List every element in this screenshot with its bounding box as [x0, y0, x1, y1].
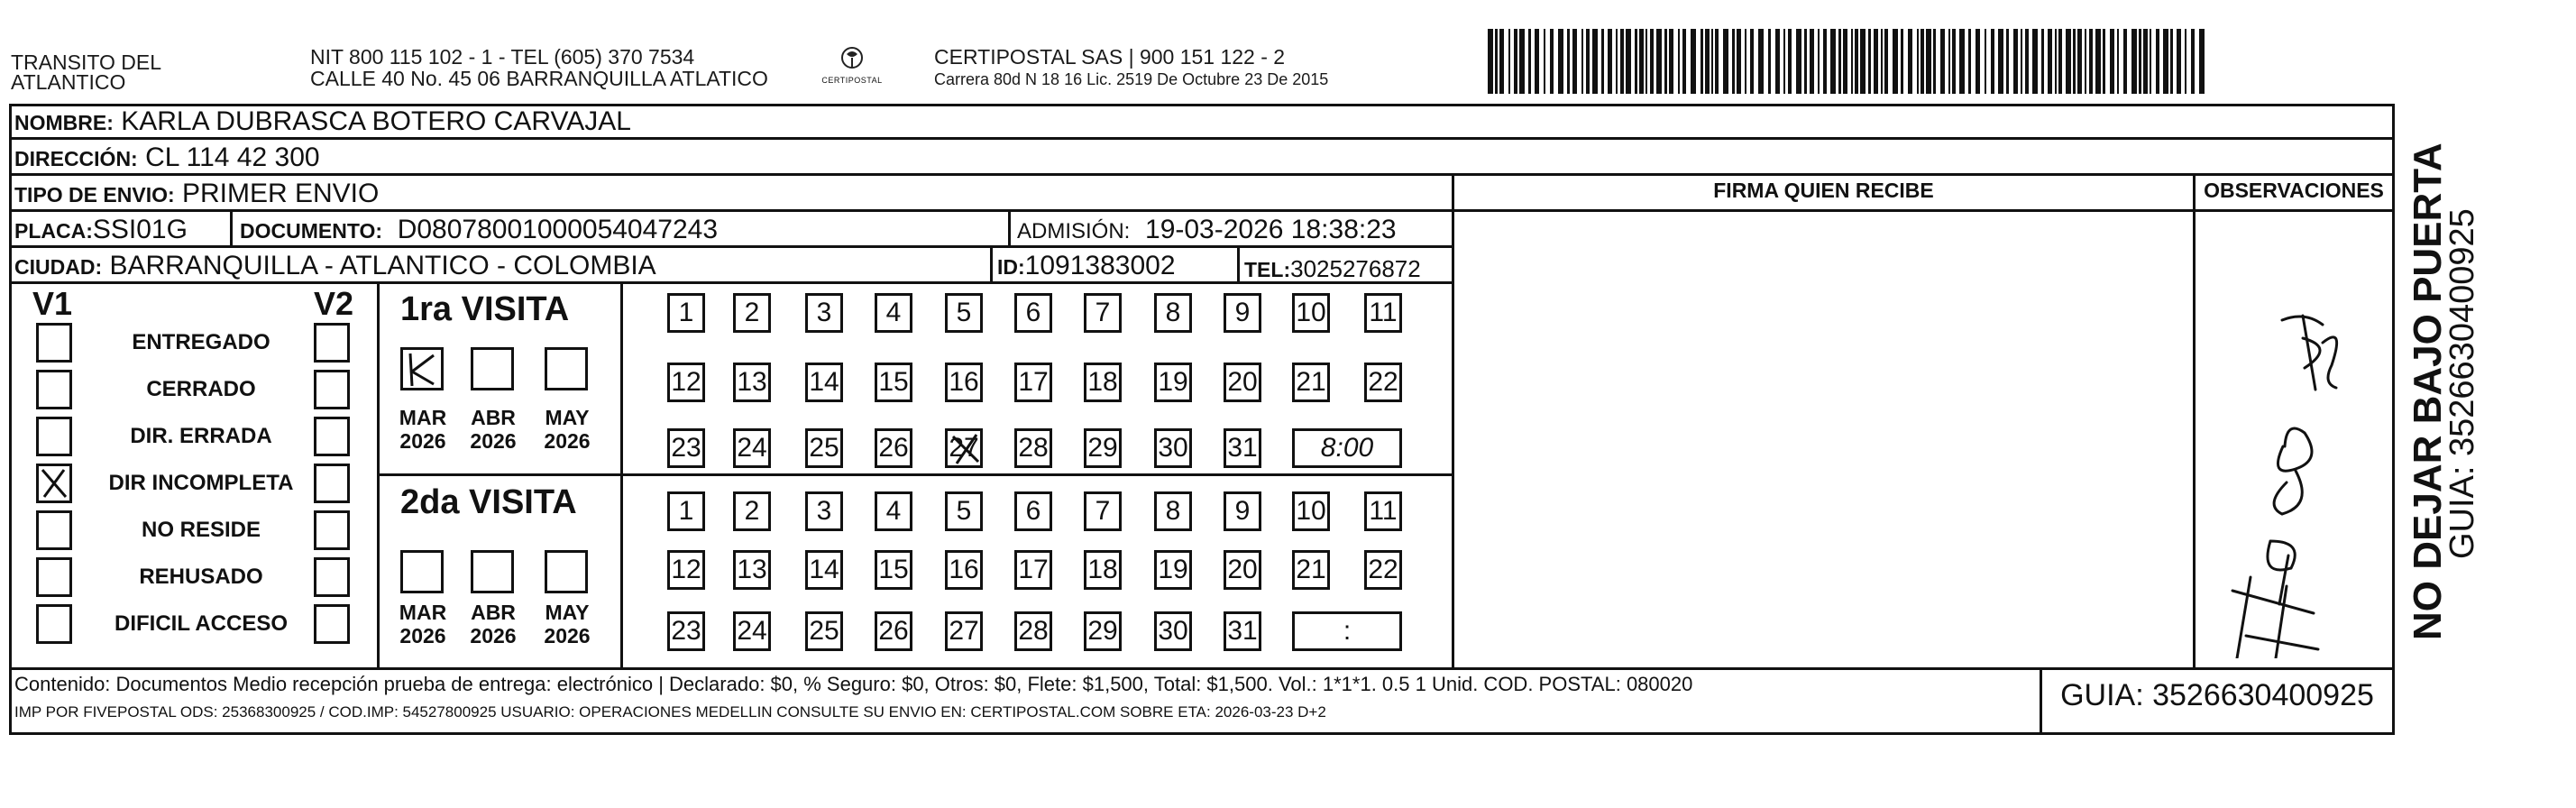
day-box[interactable]: 6 — [1014, 491, 1052, 531]
day-box[interactable]: 21 — [1292, 550, 1330, 590]
v1-checkbox[interactable] — [36, 604, 72, 644]
barcode-bar — [1639, 29, 1644, 94]
barcode-bar — [1732, 29, 1735, 94]
barcode-bar — [1635, 29, 1637, 94]
observaciones-handwriting — [2196, 271, 2391, 658]
barcode-bar — [1901, 29, 1903, 94]
day-box[interactable]: 30 — [1154, 611, 1192, 651]
barcode-bar — [1851, 29, 1853, 94]
ciudad-value: BARRANQUILLA - ATLANTICO - COLOMBIA — [109, 251, 656, 280]
day-box[interactable]: 19 — [1154, 363, 1192, 402]
day-box[interactable]: 23 — [667, 611, 705, 651]
barcode-bar — [1669, 29, 1673, 94]
barcode-bar — [2073, 29, 2076, 94]
barcode-bar — [2048, 29, 2052, 94]
v1-checkbox[interactable] — [36, 557, 72, 597]
barcode-bar — [2006, 29, 2009, 94]
barcode-bar — [1592, 29, 1598, 94]
month-checkbox-abr[interactable] — [471, 550, 514, 593]
v1-checkbox[interactable] — [36, 464, 72, 503]
day-box[interactable]: 14 — [805, 363, 843, 402]
nombre-row — [14, 106, 631, 138]
time-box-handwritten[interactable]: 8:00 — [1292, 428, 1402, 468]
v2-checkbox[interactable] — [314, 370, 350, 409]
barcode-bar — [1701, 29, 1703, 94]
status-label: DIR INCOMPLETA — [108, 471, 294, 495]
barcode-bar — [1823, 29, 1827, 94]
barcode-bar — [1488, 29, 1493, 94]
day-box[interactable]: 12 — [667, 363, 705, 402]
direccion-value: CL 114 42 300 — [145, 142, 320, 172]
day-box[interactable]: 2 — [733, 293, 771, 333]
id-label: ID: — [997, 255, 1025, 279]
side-guia: GUIA: 3526630400925 — [2443, 208, 2481, 559]
check-x-icon — [948, 431, 984, 467]
day-box[interactable]: 3 — [805, 293, 843, 333]
barcode-bar — [2058, 29, 2062, 94]
day-box[interactable]: 1 — [667, 491, 705, 531]
day-box[interactable]: 7 — [1084, 293, 1122, 333]
status-label: DIFICIL ACCESO — [114, 611, 288, 636]
day-box[interactable]: 21 — [1292, 363, 1330, 402]
barcode-bar — [1646, 29, 1647, 94]
barcode-bar — [2103, 29, 2105, 94]
placa-value: SSI01G — [92, 215, 188, 244]
day-box[interactable]: 28 — [1014, 428, 1052, 468]
day-box[interactable]: 2 — [733, 491, 771, 531]
barcode-bar — [2163, 29, 2168, 94]
barcode-bar — [2199, 29, 2205, 94]
cell-divider — [1237, 245, 1240, 281]
admision-cell — [1017, 215, 1397, 247]
day-box[interactable]: 17 — [1014, 550, 1052, 590]
tel-cell — [1244, 253, 1421, 285]
check-k-icon — [403, 350, 443, 390]
barcode-bar — [2021, 29, 2022, 94]
v1-checkbox[interactable] — [36, 510, 72, 550]
v2-header: V2 — [314, 285, 354, 322]
day-box[interactable]: 11 — [1364, 293, 1402, 333]
barcode-bar — [1893, 29, 1898, 94]
footer-guia: GUIA: 3526630400925 — [2060, 678, 2374, 712]
time-box[interactable]: : — [1292, 611, 1402, 651]
barcode-bar — [1952, 29, 1956, 94]
barcode-bar — [1750, 29, 1754, 94]
documento-label: DOCUMENTO: — [240, 219, 383, 243]
v2-checkbox[interactable] — [314, 323, 350, 363]
day-box[interactable]: 15 — [875, 550, 912, 590]
day-box[interactable]: 29 — [1084, 611, 1122, 651]
barcode-bar — [1838, 29, 1841, 94]
entity-name-line2: ATLANTICO — [11, 70, 126, 94]
day-box[interactable]: 4 — [875, 491, 912, 531]
day-box[interactable]: 16 — [945, 363, 983, 402]
v2-checkbox[interactable] — [314, 464, 350, 503]
nombre-label: NOMBRE: — [14, 111, 114, 134]
barcode-bar — [2170, 29, 2173, 94]
day-box[interactable]: 26 — [875, 611, 912, 651]
barcode-bar — [1998, 29, 2003, 94]
day-box[interactable]: 12 — [667, 550, 705, 590]
id-cell — [997, 251, 1176, 282]
month-checkbox-may[interactable] — [545, 347, 588, 390]
barcode-bar — [2110, 29, 2114, 94]
barcode-bar — [1948, 29, 1950, 94]
month-checkbox-mar[interactable] — [400, 347, 444, 390]
barcode-bar — [2095, 29, 2101, 94]
barcode-bar — [1810, 29, 1814, 94]
barcode-bar — [1608, 29, 1612, 94]
month-label: MAR 2026 — [399, 601, 447, 647]
day-box[interactable]: 11 — [1364, 491, 1402, 531]
barcode-bar — [1656, 29, 1662, 94]
day-box[interactable]: 6 — [1014, 293, 1052, 333]
day-box[interactable]: 25 — [805, 611, 843, 651]
month-checkbox-mar[interactable] — [400, 550, 444, 593]
observaciones-header: OBSERVACIONES — [2204, 179, 2384, 202]
tel-label: TEL: — [1244, 258, 1291, 281]
entity-address: CALLE 40 No. 45 06 BARRANQUILLA ATLATICO — [310, 67, 768, 90]
barcode-bar — [1768, 29, 1771, 94]
barcode-bar — [1519, 29, 1525, 94]
nombre-value: KARLA DUBRASCA BOTERO CARVAJAL — [121, 106, 631, 136]
month-checkbox-abr[interactable] — [471, 347, 514, 390]
day-box[interactable]: 29 — [1084, 428, 1122, 468]
barcode-bar — [1788, 29, 1792, 94]
v2-checkbox[interactable] — [314, 557, 350, 597]
tipo-envio-label: TIPO DE ENVIO: — [14, 183, 175, 207]
barcode — [1488, 29, 2220, 94]
tipo-envio-row — [14, 179, 379, 210]
barcode-bar — [1968, 29, 1971, 94]
check-x-icon — [39, 466, 69, 500]
ciudad-label: CIUDAD: — [14, 255, 103, 279]
day-box[interactable]: 18 — [1084, 550, 1122, 590]
barcode-bar — [1921, 29, 1924, 94]
barcode-bar — [1650, 29, 1654, 94]
barcode-bar — [1586, 29, 1590, 94]
barcode-bar — [2085, 29, 2086, 94]
barcode-bar — [1855, 29, 1858, 94]
footer-contenido: Contenido: Documentos Medio recepción prueba de entrega: electrónico | Declarado: $0, % Seguro: $0, Otros: $0, Flete: $1,500, Total: $1,500. Vol.: 1*1*1. 0.5 1 Unid. COD. POSTAL: 080020 — [14, 673, 1693, 695]
barcode-bar — [1737, 29, 1741, 94]
day-box[interactable]: 3 — [805, 491, 843, 531]
barcode-bar — [2089, 29, 2093, 94]
day-box[interactable]: 22 — [1364, 363, 1402, 402]
barcode-bar — [1758, 29, 1764, 94]
placa-label: PLACA: — [14, 219, 93, 243]
day-box[interactable]: 4 — [875, 293, 912, 333]
barcode-bar — [2123, 29, 2127, 94]
day-box[interactable]: 16 — [945, 550, 983, 590]
barcode-bar — [1581, 29, 1583, 94]
day-box[interactable]: 13 — [733, 363, 771, 402]
direccion-label: DIRECCIÓN: — [14, 147, 138, 170]
cell-divider — [1008, 209, 1011, 245]
admision-value: 19-03-2026 18:38:23 — [1145, 215, 1397, 244]
barcode-bar — [2077, 29, 2082, 94]
status-label: NO RESIDE — [141, 518, 261, 542]
row-divider — [1452, 209, 2395, 212]
placa-cell — [14, 215, 188, 246]
barcode-bar — [1550, 29, 1554, 94]
status-label: ENTREGADO — [132, 330, 270, 354]
day-box[interactable]: 8 — [1154, 491, 1192, 531]
barcode-bar — [1558, 29, 1563, 94]
barcode-bar — [1843, 29, 1847, 94]
day-box[interactable]: 31 — [1224, 428, 1261, 468]
status-label: DIR. ERRADA — [130, 424, 272, 448]
direccion-row — [14, 142, 320, 174]
day-box[interactable]: 7 — [1084, 491, 1122, 531]
day-box[interactable]: 15 — [875, 363, 912, 402]
cell-divider — [230, 209, 233, 245]
barcode-bar — [1933, 29, 1936, 94]
certipostal-logo — [816, 41, 888, 92]
cell-divider — [990, 245, 993, 281]
tipo-envio-value: PRIMER ENVIO — [181, 179, 380, 208]
barcode-bar — [2156, 29, 2159, 94]
barcode-bar — [2131, 29, 2137, 94]
barcode-bar — [1804, 29, 1807, 94]
barcode-bar — [1830, 29, 1836, 94]
ciudad-cell — [14, 251, 656, 282]
barcode-bar — [1818, 29, 1820, 94]
barcode-bar — [1544, 29, 1545, 94]
day-box[interactable]: 10 — [1292, 293, 1330, 333]
barcode-bar — [1711, 29, 1713, 94]
tel-value: 3025276872 — [1290, 255, 1421, 282]
day-box[interactable]: 26 — [875, 428, 912, 468]
barcode-bar — [2185, 29, 2186, 94]
id-value: 1091383002 — [1024, 251, 1176, 280]
barcode-bar — [2025, 29, 2029, 94]
month-label: MAY 2026 — [544, 406, 591, 453]
barcode-bar — [2177, 29, 2181, 94]
day-box[interactable]: 20 — [1224, 550, 1261, 590]
documento-value: D08078001000054047243 — [397, 215, 719, 244]
nit-phone: NIT 800 115 102 - 1 - TEL (605) 370 7534 — [310, 45, 695, 69]
second-visit-title: 2da VISITA — [400, 483, 577, 521]
barcode-bar — [1499, 29, 1504, 94]
entity-name-line1: TRANSITO DEL — [11, 50, 161, 74]
logo-caption: CERTIPOSTAL — [821, 76, 883, 85]
barcode-bar — [1884, 29, 1888, 94]
day-box[interactable]: 22 — [1364, 550, 1402, 590]
barcode-bar — [1917, 29, 1919, 94]
day-box[interactable]: 27 — [945, 428, 983, 468]
barcode-bar — [1796, 29, 1801, 94]
barcode-bar — [1682, 29, 1686, 94]
barcode-bar — [1976, 29, 1980, 94]
month-checkbox-may[interactable] — [545, 550, 588, 593]
month-label: ABR 2026 — [470, 406, 517, 453]
month-label: MAY 2026 — [544, 601, 591, 647]
barcode-bar — [1783, 29, 1785, 94]
barcode-bar — [1691, 29, 1696, 94]
month-label: ABR 2026 — [470, 601, 517, 647]
barcode-bar — [2191, 29, 2195, 94]
visit-divider — [377, 473, 1452, 476]
column-divider — [2193, 173, 2196, 667]
day-box[interactable]: 1 — [667, 293, 705, 333]
barcode-bar — [1775, 29, 1780, 94]
day-box[interactable]: 24 — [733, 611, 771, 651]
status-label: CERRADO — [146, 377, 256, 401]
day-box[interactable]: 10 — [1292, 491, 1330, 531]
day-box[interactable]: 17 — [1014, 363, 1052, 402]
barcode-bar — [1495, 29, 1498, 94]
v2-checkbox[interactable] — [314, 604, 350, 644]
barcode-bar — [1508, 29, 1510, 94]
day-box[interactable]: 9 — [1224, 293, 1261, 333]
barcode-bar — [1664, 29, 1667, 94]
day-box[interactable]: 30 — [1154, 428, 1192, 468]
barcode-bar — [1616, 29, 1618, 94]
barcode-bar — [1528, 29, 1531, 94]
day-box[interactable]: 13 — [733, 550, 771, 590]
barcode-bar — [1926, 29, 1931, 94]
v1-checkbox[interactable] — [36, 323, 72, 363]
day-box[interactable]: 9 — [1224, 491, 1261, 531]
day-box[interactable]: 31 — [1224, 611, 1261, 651]
barcode-bar — [1514, 29, 1517, 94]
barcode-bar — [1535, 29, 1539, 94]
admision-label: ADMISIÓN: — [1017, 219, 1131, 243]
barcode-bar — [2041, 29, 2044, 94]
barcode-bar — [1940, 29, 1945, 94]
barcode-bar — [1567, 29, 1570, 94]
footer-divider — [9, 667, 2395, 670]
barcode-bar — [1881, 29, 1883, 94]
day-box[interactable]: 24 — [733, 428, 771, 468]
barcode-bar — [1874, 29, 1878, 94]
day-box[interactable]: 5 — [945, 491, 983, 531]
barcode-bar — [1868, 29, 1871, 94]
courier-name: CERTIPOSTAL SAS | 900 151 122 - 2 — [934, 45, 1286, 69]
barcode-bar — [1626, 29, 1631, 94]
barcode-bar — [1705, 29, 1710, 94]
barcode-bar — [2032, 29, 2038, 94]
day-box[interactable]: 14 — [805, 550, 843, 590]
barcode-bar — [2066, 29, 2071, 94]
first-visit-title: 1ra VISITA — [400, 290, 570, 328]
day-box[interactable]: 27 — [945, 611, 983, 651]
status-label: REHUSADO — [139, 565, 263, 589]
barcode-bar — [2055, 29, 2057, 94]
day-box[interactable]: 18 — [1084, 363, 1122, 402]
barcode-bar — [2139, 29, 2141, 94]
row-divider — [9, 173, 2395, 176]
documento-cell — [240, 215, 718, 246]
barcode-bar — [1908, 29, 1912, 94]
month-label: MAR 2026 — [399, 406, 447, 453]
barcode-bar — [1745, 29, 1746, 94]
day-box[interactable]: 25 — [805, 428, 843, 468]
barcode-bar — [1572, 29, 1577, 94]
day-box[interactable]: 23 — [667, 428, 705, 468]
barcode-bar — [1715, 29, 1719, 94]
v2-checkbox[interactable] — [314, 417, 350, 456]
footer-imp: IMP POR FIVEPOSTAL ODS: 25368300925 / COD.IMP: 54527800925 USUARIO: OPERACIONES MEDELLIN CONSULTE SU ENVIO EN: CERTIPOSTAL.COM SOBRE ETA: 2026-03-23 D+2 — [14, 703, 1326, 721]
barcode-bar — [1723, 29, 1728, 94]
barcode-bar — [2013, 29, 2018, 94]
barcode-bar — [1991, 29, 1994, 94]
v1-checkbox[interactable] — [36, 417, 72, 456]
column-divider — [2392, 173, 2395, 667]
barcode-bar — [1620, 29, 1624, 94]
barcode-bar — [1601, 29, 1604, 94]
courier-address: Carrera 80d N 18 16 Lic. 2519 De Octubre 23 De 2015 — [934, 70, 1329, 88]
firma-header: FIRMA QUIEN RECIBE — [1713, 179, 1934, 202]
column-divider — [1452, 173, 1454, 667]
no-dejar-bajo-puerta: NO DEJAR BAJO PUERTA — [2406, 142, 2450, 640]
barcode-bar — [1678, 29, 1680, 94]
barcode-bar — [1985, 29, 1986, 94]
day-box[interactable]: 19 — [1154, 550, 1192, 590]
day-box[interactable]: 8 — [1154, 293, 1192, 333]
v1-checkbox[interactable] — [36, 370, 72, 409]
day-box[interactable]: 28 — [1014, 611, 1052, 651]
barcode-bar — [1860, 29, 1866, 94]
day-box[interactable]: 20 — [1224, 363, 1261, 402]
barcode-bar — [1959, 29, 1965, 94]
barcode-bar — [2143, 29, 2148, 94]
day-box[interactable]: 5 — [945, 293, 983, 333]
v2-checkbox[interactable] — [314, 510, 350, 550]
barcode-bar — [2117, 29, 2119, 94]
v1-header: V1 — [32, 285, 73, 322]
barcode-bar — [2150, 29, 2151, 94]
